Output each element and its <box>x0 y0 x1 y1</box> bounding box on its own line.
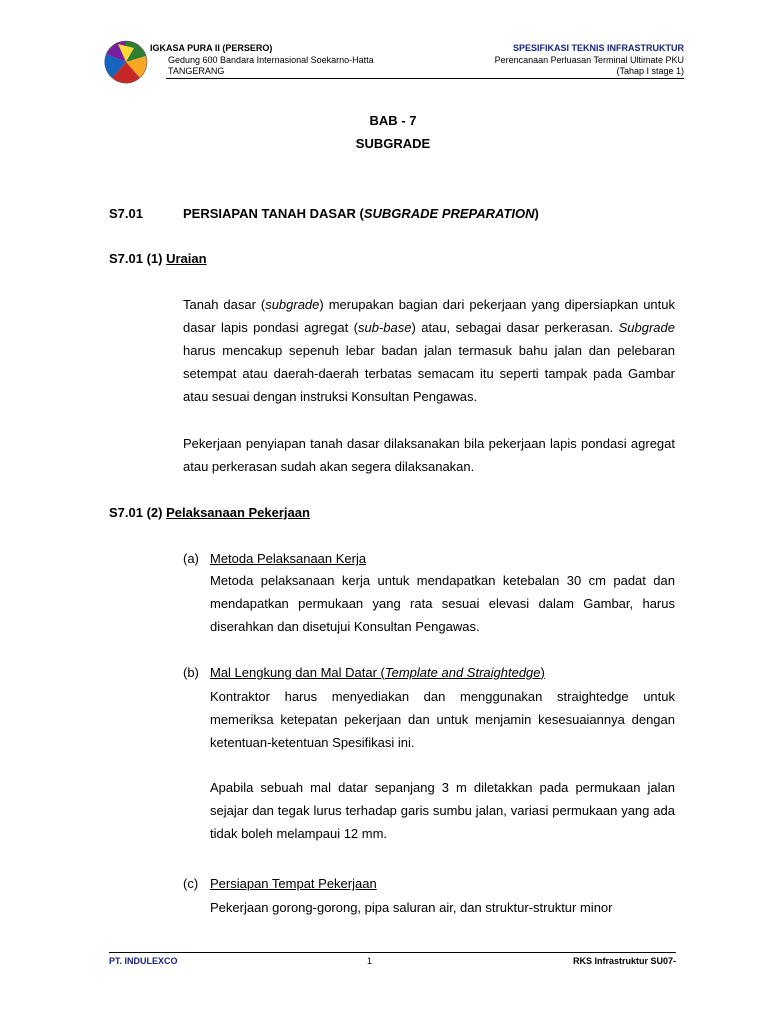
chapter-number: BAB - 7 <box>369 113 417 128</box>
company-address: Gedung 600 Bandara Internasional Soekarno-Hatta <box>168 55 374 65</box>
subsection-1-paragraph-1: Tanah dasar (subgrade) merupakan bagian dari pekerjaan yang dipersiapkan untuk dasar lapis pondasi agregat (sub-base) atau, sebagai dasar perkerasan. Subgrade harus mencakup sepenuh lebar badan jalan termasuk bahu jalan dan pelebaran setempat atau daerah-daerah terbatas semacam itu seperti tampak pada Gambar atau sesuai dengan instruksi Konsultan Pengawas. <box>183 297 675 404</box>
section-title: PERSIAPAN TANAH DASAR (SUBGRADE PREPARATION) <box>183 206 539 221</box>
item-a-text: Metoda pelaksanaan kerja untuk mendapatkan ketebalan 30 cm padat dan mendapatkan permukaan yang rata sesuai elevasi dalam Gambar, harus diserahkan dan disetujui Konsultan Pengawas. <box>210 573 675 634</box>
subsection-1-paragraph-2: Pekerjaan penyiapan tanah dasar dilaksanakan bila pekerjaan lapis pondasi agregat atau perkerasan sudah akan segera dilaksanakan. <box>183 436 675 474</box>
project-stage: (Tahap I stage 1) <box>616 66 684 76</box>
item-a-label: (a) <box>183 551 199 566</box>
chapter-title: SUBGRADE <box>355 136 431 151</box>
item-b-heading: Mal Lengkung dan Mal Datar (Template and Straightedge) <box>210 665 545 680</box>
footer-company: PT. INDULEXCO <box>109 956 178 966</box>
item-b-text-1: Kontraktor harus menyediakan dan menggunakan straightedge untuk memeriksa ketepatan pekerjaan dan untuk menjamin kesesuaiannya dengan ketentuan-ketentuan Spesifikasi ini. <box>210 689 675 750</box>
company-city: TANGERANG <box>168 66 225 76</box>
page-number: 1 <box>367 956 373 966</box>
footer-document-code: RKS Infrastruktur SU07- <box>572 956 676 966</box>
document-title: SPESIFIKASI TEKNIS INFRASTRUKTUR <box>512 43 684 53</box>
company-logo <box>104 40 148 84</box>
header-rule <box>166 78 684 79</box>
item-a-heading: Metoda Pelaksanaan Kerja <box>210 551 367 566</box>
subsection-2-heading: S7.01 (2) Pelaksanaan Pekerjaan <box>109 505 310 520</box>
project-name: Perencanaan Perluasan Terminal Ultimate PKU <box>494 55 684 65</box>
item-c-label: (c) <box>183 876 199 891</box>
item-c-heading: Persiapan Tempat Pekerjaan <box>210 876 377 891</box>
section-code: S7.01 <box>109 206 143 221</box>
item-c-text: Pekerjaan gorong-gorong, pipa saluran air, dan struktur-struktur minor <box>210 900 613 915</box>
item-b-label: (b) <box>183 665 199 680</box>
company-name: IGKASA PURA II (PERSERO) <box>150 43 273 53</box>
subsection-1-heading: S7.01 (1) Uraian <box>109 251 207 266</box>
item-b-text-2: Apabila sebuah mal datar sepanjang 3 m diletakkan pada permukaan jalan sejajar dan tegak lurus terhadap garis sumbu jalan, variasi permukaan yang ada tidak boleh melampaui 12 mm. <box>210 780 675 841</box>
footer-rule <box>109 952 676 953</box>
